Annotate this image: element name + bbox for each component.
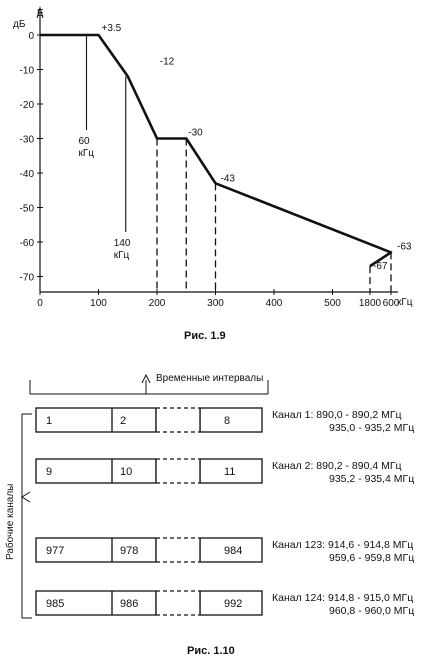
frequency-marker-value: 60 (78, 136, 90, 147)
slot-number: 986 (120, 598, 139, 610)
frequency-marker-unit: кГц (113, 250, 130, 261)
slot-number: 8 (224, 415, 231, 427)
x-axis-unit-label: кГц (397, 297, 413, 308)
time-slots-label: Временные интервалы (156, 373, 264, 384)
frequency-marker-unit: кГц (78, 148, 95, 159)
slot-number: 10 (120, 466, 133, 478)
curve-annotation: -63 (397, 241, 412, 253)
x-tick-label: 300 (207, 298, 224, 309)
gap-slot-mask (156, 407, 200, 433)
slot-number: 1 (46, 415, 53, 427)
y-tick-label: -10 (19, 65, 34, 77)
working-channels-label: Рабочие каналы (5, 483, 16, 560)
x-tick-label: 400 (265, 298, 283, 309)
frequency-marker-value: 140 (113, 238, 131, 249)
x-tick-label: 100 (90, 298, 107, 309)
channel-row (36, 407, 414, 434)
slot-number: 977 (46, 545, 65, 557)
curve-annotation: -30 (188, 127, 203, 139)
channel-frequency-uplink: Канал 123: 914,6 - 914,8 МГц (272, 539, 414, 551)
x-tick-label: 600 (382, 298, 400, 309)
channel-frequency-uplink: Канал 124: 914,8 - 915,0 МГц (272, 592, 414, 604)
slot-number: 985 (46, 598, 65, 610)
slot-number: 992 (224, 598, 243, 610)
y-tick-label: 0 (28, 31, 34, 42)
figure-1-10-caption: Рис. 1.10 (187, 645, 235, 657)
channel-frequency-downlink: 960,8 - 960,0 МГц (329, 605, 415, 617)
channel-frequency-downlink: 959,6 - 959,8 МГц (329, 552, 415, 564)
channel-frequency-uplink: Канал 1: 890,0 - 890,2 МГц (272, 409, 402, 421)
channel-frequency-downlink: 935,0 - 935,2 МГц (329, 422, 415, 434)
y-tick-label: -70 (19, 272, 34, 284)
gap-slot-mask (156, 537, 200, 563)
channel-row (36, 537, 414, 564)
gap-slot-mask (156, 458, 200, 484)
curve-annotation: -12 (159, 56, 175, 68)
y-axis-name-label: E (37, 8, 44, 19)
y-tick-label: -50 (19, 203, 34, 215)
channel-frequency-downlink: 935,2 - 935,4 МГц (329, 473, 415, 485)
x-tick-label: 500 (324, 298, 341, 309)
y-tick-label: -60 (19, 238, 34, 249)
left-arrow-head (22, 492, 30, 502)
x-tick-label: 200 (148, 298, 166, 309)
time-slot-diagram (4, 373, 414, 618)
curve-annotation: -43 (220, 173, 235, 185)
x-tick-label: 1800 (358, 298, 382, 309)
channel-row (36, 590, 414, 617)
slot-number: 984 (224, 545, 243, 557)
figure-1-9-caption: Рис. 1.9 (184, 330, 226, 342)
y-tick-label: -30 (19, 134, 34, 146)
slot-number: 9 (46, 466, 53, 478)
slot-number: 978 (120, 545, 139, 557)
gap-slot-mask (156, 590, 200, 616)
y-tick-label: -40 (19, 169, 34, 180)
y-axis-unit-label: дБ (13, 19, 26, 30)
channel-row (36, 458, 414, 485)
curve-annotation: -67 (373, 261, 388, 273)
channel-frequency-uplink: Канал 2: 890,2 - 890,4 МГц (272, 460, 402, 472)
slot-number: 11 (224, 466, 236, 478)
slot-number: 2 (120, 415, 127, 427)
x-tick-label: 0 (37, 298, 43, 309)
y-tick-label: -20 (19, 100, 34, 111)
attenuation-chart (13, 8, 440, 309)
curve-annotation: +3.5 (101, 23, 122, 34)
